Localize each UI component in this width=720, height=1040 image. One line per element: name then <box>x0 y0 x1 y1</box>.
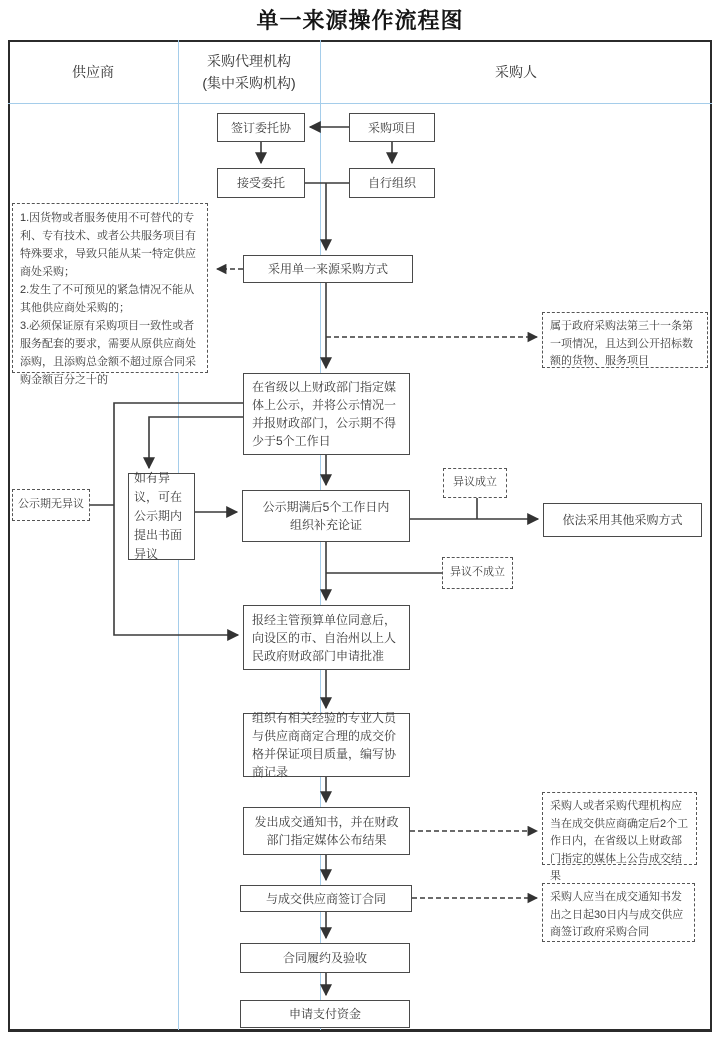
lane-header-agency <box>178 42 320 102</box>
node-publicity: 在省级以上财政部门指定媒体上公示，并将公示情况一并报财政部门，公示期不得少于5个工作日 <box>243 373 410 455</box>
lane-header-purchaser <box>320 42 712 102</box>
node-negotiate: 组织有相关经验的专业人员与供应商商定合理的成交价格并保证项目质量，编写协商记录 <box>243 713 410 777</box>
node-accept-entrustment: 接受委托 <box>217 168 305 198</box>
header-divider <box>8 103 712 104</box>
lane-header-agency-line1: 采购代理机构 <box>207 52 291 69</box>
lane-header-supplier-label: 供应商 <box>72 63 114 80</box>
annotation-objection-not-established: 异议不成立 <box>442 557 513 589</box>
annotation-article31: 属于政府采购法第三十一条第一项情况，且达到公开招标数额的货物、服务项目 <box>542 312 708 368</box>
page-title: 单一来源操作流程图 <box>256 8 464 33</box>
lane-header-supplier <box>8 42 178 102</box>
node-other-method: 依法采用其他采购方式 <box>543 503 702 537</box>
lane-header-purchaser-label: 采购人 <box>495 63 537 80</box>
node-supplement-line1: 公示期满后5个工作日内 <box>262 500 390 514</box>
node-procurement-project: 采购项目 <box>349 113 435 142</box>
node-notice: 发出成交通知书，并在财政部门指定媒体公布结果 <box>243 807 410 855</box>
annotation-condition-3: 3.必须保证原有采购项目一致性或者服务配套的要求，需要从原供应商处添购，且添购总金额不超过原合同采购金额百分之十的 <box>20 320 196 386</box>
node-sign-contract: 与成交供应商签订合同 <box>240 885 412 912</box>
annotation-objection-established: 异议成立 <box>443 468 507 498</box>
annotation-no-objection: 公示期无异议 <box>12 489 90 521</box>
node-single-source-method: 采用单一来源采购方式 <box>243 255 413 283</box>
node-sign-agreement: 签订委托协 <box>217 113 305 142</box>
node-supplement-demonstration <box>242 490 410 542</box>
annotation-announce-result: 采购人或者采购代理机构应当在成交供应商确定后2个工作日内，在省级以上财政部门指定的媒体上公告成交结果 <box>542 792 697 865</box>
annotation-conditions <box>12 203 208 386</box>
annotation-sign-within-30-days: 采购人应当在成交通知书发出之日起30日内与成交供应商签订政府采购合同 <box>542 883 695 942</box>
lane-header-agency-line2: (集中采购机构) <box>202 75 296 91</box>
node-performance: 合同履约及验收 <box>240 943 410 973</box>
node-self-organize: 自行组织 <box>349 168 435 198</box>
node-objection: 如有异议，可在公示期内提出书面异议 <box>128 473 195 560</box>
annotation-condition-2: 2.发生了不可预见的紧急情况不能从其他供应商处采购的； <box>20 284 195 314</box>
node-payment: 申请支付资金 <box>240 1000 410 1028</box>
node-supplement-line2: 组织补充论证 <box>289 518 362 532</box>
node-apply-approval: 报经主管预算单位同意后，向设区的市、自治州以上人民政府财政部门申请批准 <box>243 605 410 670</box>
annotation-condition-1: 1.因货物或者服务使用不可替代的专利、专有技术、或者公共服务项目有特殊要求，导致只能从某一特定供应商处采购； <box>20 212 196 278</box>
